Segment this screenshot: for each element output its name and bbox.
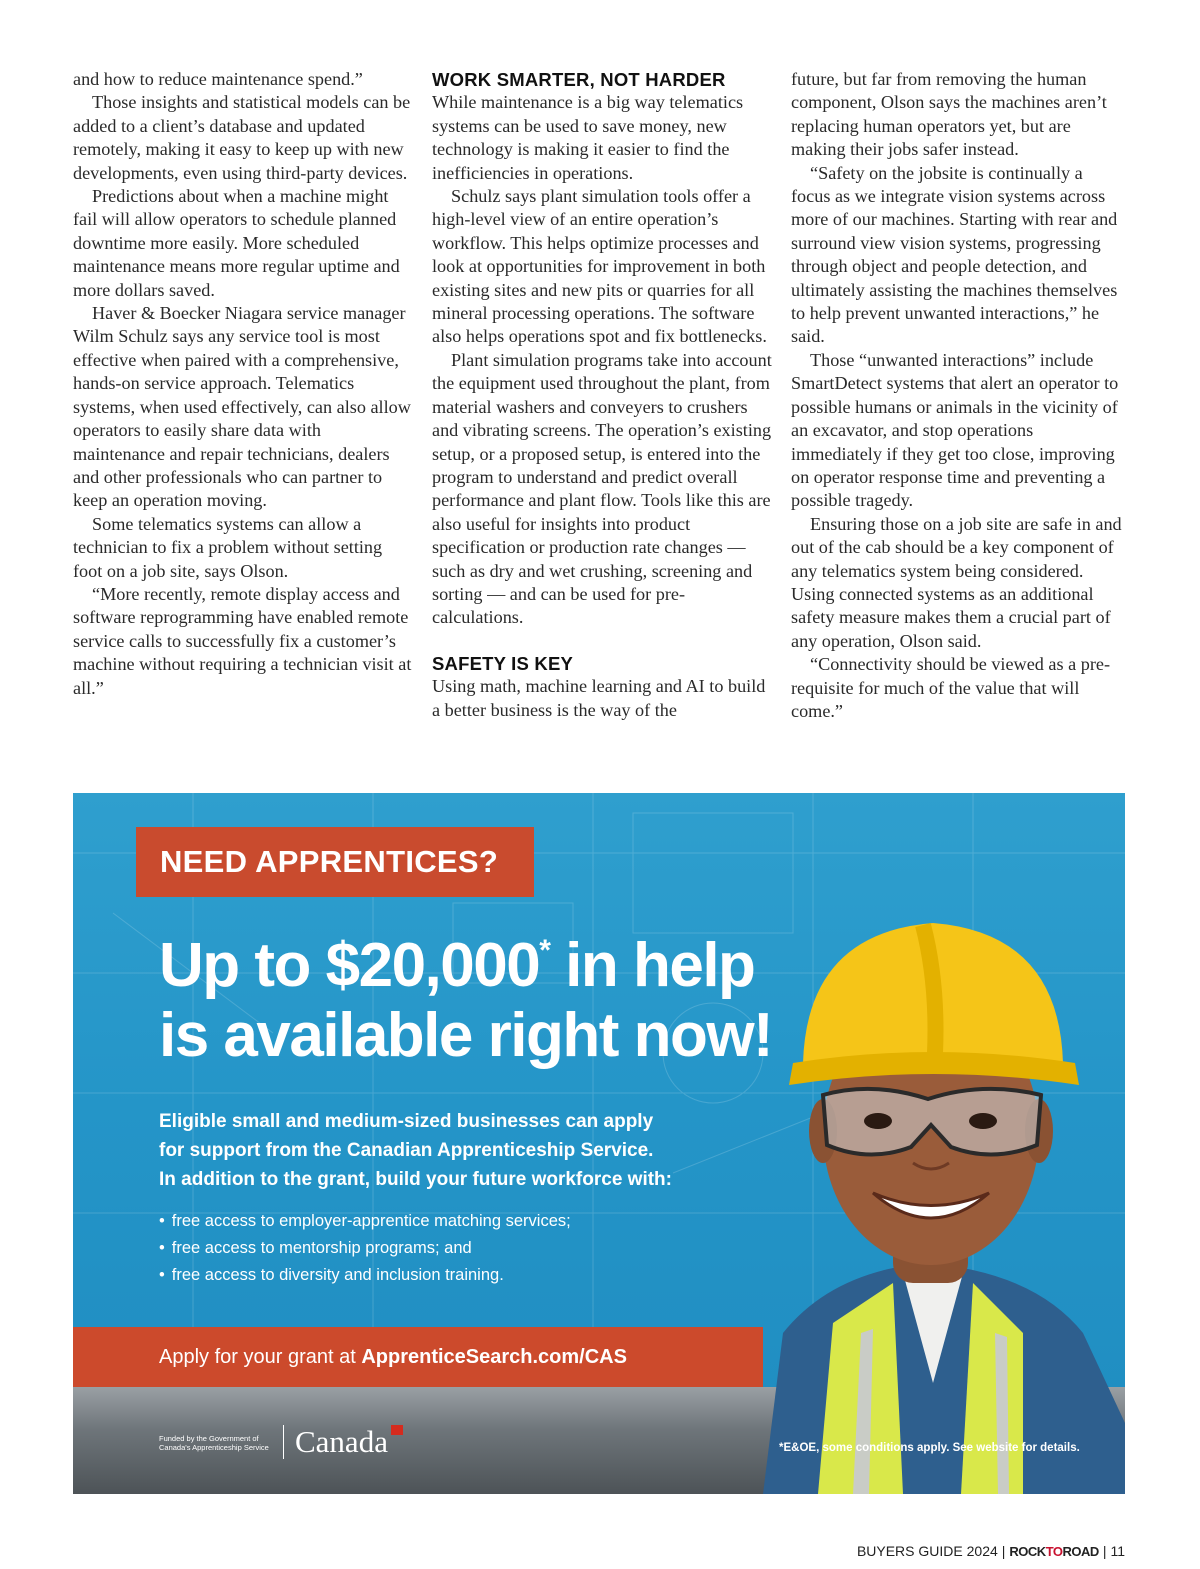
paragraph: Ensuring those on a job site are safe in and out of the cab should be a key component of any telematics system being considered. Using connected systems as an additional safety measure makes them a crucial part of any operation, Olson said. [791, 513, 1122, 651]
page-number: 11 [1110, 1543, 1125, 1559]
benefit-item: • free access to mentorship programs; and [159, 1235, 571, 1262]
body-line: Eligible small and medium-sized businesses can apply [159, 1111, 654, 1132]
body-line: for support from the Canadian Apprenticeship Service. [159, 1140, 654, 1161]
publication-name: BUYERS GUIDE 2024 [856, 1543, 998, 1559]
section-heading: WORK SMARTER, NOT HARDER [432, 69, 726, 90]
apply-url[interactable]: ApprenticeSearch.com/CAS [361, 1346, 627, 1368]
section-heading: SAFETY IS KEY [432, 652, 574, 674]
paragraph: Some telematics systems can allow a technician to fix a problem without setting foot on a job site, says Olson. [73, 513, 383, 581]
paragraph: Using math, machine learning and AI to build a better business is the way of the [432, 676, 766, 720]
benefit-item: • free access to employer-apprentice matching services; [159, 1208, 571, 1235]
ad-body-text [159, 1107, 739, 1194]
paragraph: and how to reduce maintenance spend.” [73, 69, 363, 89]
article-column-1 [73, 68, 413, 700]
paragraph: “More recently, remote display access and software reprogramming have enabled remote service calls to successfully fix a customer’s machine without requiring a technician visit at all.” [73, 583, 412, 698]
paragraph: Those insights and statistical models can be added to a client’s database and updated remotely, making it easy to keep up with new developments, even using third-party devices. [73, 92, 411, 183]
paragraph: “Safety on the jobsite is continually a focus as we integrate vision systems across more of our machines. Starting with rear and surround view vision systems, progressing through object and people detection, and ultimately assisting the machines themselves to help prevent unwanted interactions,” he said. [791, 162, 1118, 347]
footer-separator: | [1001, 1543, 1006, 1559]
logo-divider [283, 1425, 284, 1459]
ad-disclaimer: *E&OE, some conditions apply. See website for details. [779, 1442, 1080, 1454]
headline-amount: Up to $20,000 [159, 931, 540, 1000]
paragraph: Haver & Boecker Niagara service manager Wilm Schulz says any service tool is most effective when paired with a comprehensive, hands-on service approach. Telematics systems, when used effectively, can also allow operators to easily share data with maintenance and repair technicians, dealers and other professionals who can partner to keep an operation moving. [73, 303, 411, 511]
benefit-list [159, 1208, 571, 1289]
worker-photo [723, 863, 1125, 1494]
page-footer [857, 1543, 1125, 1559]
footer-separator: | [1102, 1543, 1107, 1559]
paragraph: Plant simulation programs take into account the equipment used throughout the plant, from material washers and conveyers to crushers and vibrating screens. The operation’s existing setup, or a proposed setup, is entered into the program to understand and predict overall performance and plant flow. Tools like this are also useful for insights into product specification or production rate changes — such as dry and wet crushing, screening and sorting — and can be used for pre-calculations. [432, 349, 772, 628]
apply-prefix: Apply for your grant at [159, 1346, 362, 1368]
article-column-2 [432, 68, 772, 722]
canada-wordmark: Canada [295, 1424, 388, 1459]
paragraph: While maintenance is a big way telematics systems can be used to save money, new technology is making it easier to find the inefficiencies in operations. [432, 92, 744, 183]
article-columns [73, 68, 1125, 758]
need-apprentices-badge: NEED APPRENTICES? [136, 827, 534, 897]
apply-link[interactable] [159, 1343, 627, 1371]
rock-to-road-logo: ROCKTOROAD [1009, 1544, 1099, 1559]
headline-in-help: in help [549, 931, 755, 1000]
paragraph: Schulz says plant simulation tools offer a high-level view of an entire operation’s workflow. This helps optimize processes and look at opportunities for improvement in both existing sites and new pits or quarries for all mineral processing operations. The software also helps operations spot and fix bottlenecks. [432, 186, 767, 347]
headline-line-2: is available right now! [159, 1001, 773, 1070]
paragraph: “Connectivity should be viewed as a pre-requisite for much of the value that will come.” [791, 654, 1111, 721]
article-column-3 [791, 68, 1125, 723]
paragraph: future, but far from removing the human component, Olson says the machines aren’t replacing human operators yet, but are making their jobs safer instead. [791, 69, 1107, 160]
headline-asterisk: * [539, 934, 550, 967]
paragraph: Predictions about when a machine might fail will allow operators to schedule planned downtime more easily. More scheduled maintenance means more regular uptime and more dollars saved. [73, 186, 400, 300]
body-line: In addition to the grant, build your future workforce with: [159, 1169, 672, 1190]
benefit-item: • free access to diversity and inclusion training. [159, 1262, 571, 1289]
canada-flag-icon [391, 1425, 403, 1435]
apprenticeship-advertisement[interactable] [73, 793, 1125, 1494]
funded-by-text: Funded by the Government of Canada's Apprenticeship Service [159, 1434, 269, 1452]
paragraph: Those “unwanted interactions” include SmartDetect systems that alert an operator to possible humans or animals in the vicinity of an excavator, and stop operations immediately if they get too close, improving on operator response time and preventing a possible tragedy. [791, 349, 1119, 511]
